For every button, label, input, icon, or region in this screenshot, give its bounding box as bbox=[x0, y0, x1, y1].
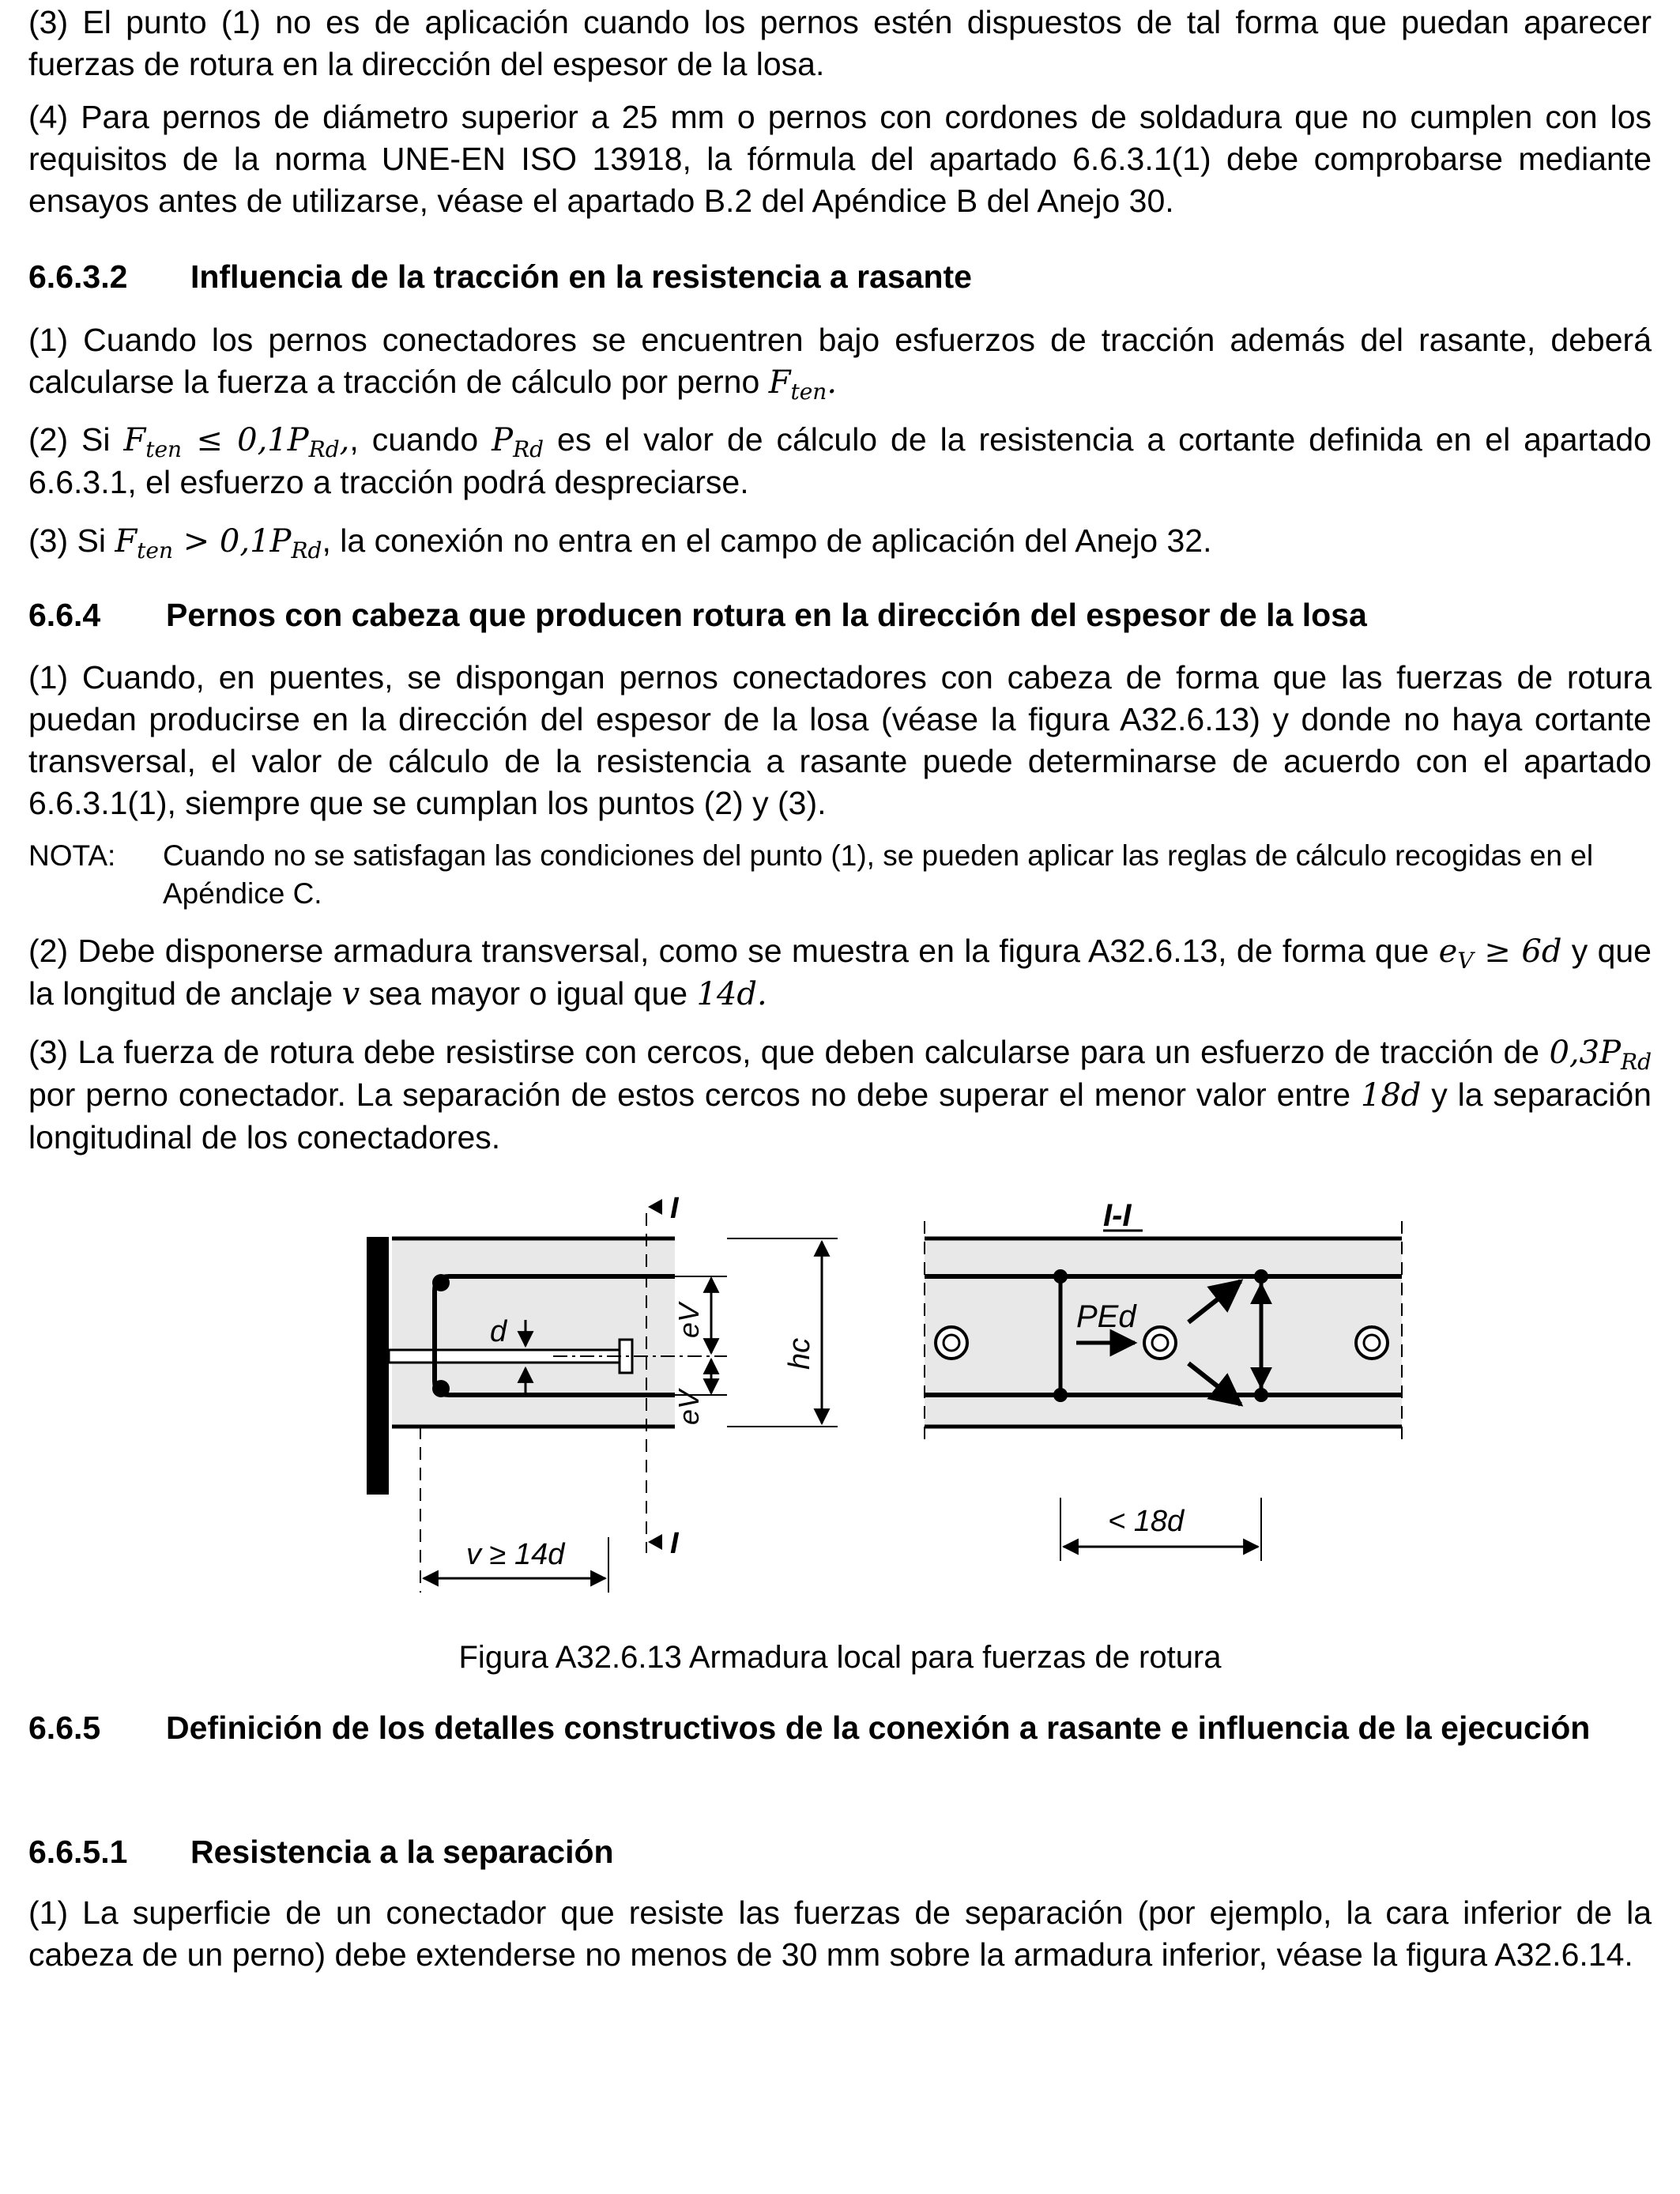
heading-6-6-5 bbox=[28, 1707, 1652, 1749]
math-v: v bbox=[341, 976, 360, 1012]
math-period: . bbox=[827, 364, 838, 401]
paragraph-headed-studs-2 bbox=[28, 930, 1652, 1016]
math-comma: , bbox=[339, 422, 350, 458]
section-number: 6.6.5 bbox=[28, 1710, 101, 1746]
section-view bbox=[925, 1198, 1402, 1561]
math-14: 14 bbox=[696, 976, 737, 1012]
label-section-bottom: I bbox=[670, 1527, 679, 1560]
paragraph-3-scope: (3) El punto (1) no es de aplicación cuando los pernos estén dispuestos de tal forma que puedan aparecer fuerzas de rotura en la dirección del espesor de la losa. bbox=[28, 4, 1652, 82]
math-e: e bbox=[1438, 933, 1458, 970]
paragraph-headed-studs-3 bbox=[28, 1031, 1652, 1159]
document-page bbox=[28, 0, 1652, 2194]
figure-local-reinforcement bbox=[316, 1189, 1422, 1616]
steel-flange bbox=[367, 1237, 389, 1495]
math-F: F bbox=[768, 364, 791, 401]
note-block bbox=[28, 837, 1652, 913]
section-arrow-bottom bbox=[648, 1534, 662, 1550]
math-sub-V: V bbox=[1457, 948, 1474, 974]
section-arrow-top bbox=[648, 1199, 662, 1215]
math-F: F bbox=[123, 422, 146, 458]
elevation-view bbox=[367, 1192, 838, 1593]
math-d: d bbox=[736, 976, 757, 1012]
label-ev-top: eV bbox=[672, 1302, 705, 1338]
figure-caption: Figura A32.6.13 Armadura local para fuerzas de rotura bbox=[458, 1640, 1222, 1675]
math-gt: > 0,1 bbox=[172, 523, 270, 560]
math-P: P bbox=[287, 422, 309, 458]
paragraph-tension-1 bbox=[28, 319, 1652, 404]
note-text: Cuando no se satisfagan las condiciones del punto (1), se pueden aplicar las reglas de cálculo recogidas en el Apéndice C. bbox=[163, 839, 1594, 910]
math-P: P bbox=[269, 523, 292, 560]
section-title: Influencia de la tracción en la resistencia a rasante bbox=[190, 258, 972, 295]
text-run: (3) La fuerza de rotura debe resistirse con cercos, que deben calcularse para un esfuerzo de tracción de bbox=[28, 1034, 1550, 1070]
section-title: Resistencia a la separación bbox=[190, 1834, 614, 1870]
paragraph-headed-studs-1: (1) Cuando, en puentes, se dispongan pernos conectadores con cabeza de forma que las fuerzas de rotura puedan producirse en la dirección del espesor de la losa (véase la figura A32.6.13) y donde no haya cortante transversal, el valor de cálculo de la resistencia a rasante puede determinarse de acuerdo con el apartado 6.6.3.1(1), siempre que se cumplan los puntos (2) y (3). bbox=[28, 659, 1652, 821]
heading-6-6-3-2 bbox=[28, 256, 1652, 298]
label-d: d bbox=[490, 1315, 507, 1348]
math-F: F bbox=[115, 523, 137, 560]
math-le: ≤ 0,1 bbox=[182, 422, 288, 458]
section-number: 6.6.5.1 bbox=[28, 1834, 128, 1870]
label-section-top: I bbox=[670, 1192, 679, 1225]
note-label: NOTA: bbox=[28, 839, 116, 872]
text-run: y que la longitud de anclaje bbox=[28, 933, 1652, 1012]
bar-top bbox=[432, 1274, 450, 1291]
math-0-3: 0,3 bbox=[1549, 1035, 1600, 1071]
paragraph-tension-3 bbox=[28, 520, 1652, 563]
section-title: Definición de los detalles constructivos de la conexión a rasante e influencia de la ejecución bbox=[166, 1710, 1591, 1746]
text-run: (1) Cuando los pernos conectadores se encuentren bajo esfuerzos de tracción además del rasante, deberá calcularse la fuerza a tracción de cálculo por perno bbox=[28, 322, 1652, 400]
stud-center bbox=[1144, 1327, 1176, 1359]
math-P: P bbox=[1599, 1035, 1621, 1071]
math-sub-ten: ten bbox=[790, 379, 827, 405]
math-sub-Rd: Rd bbox=[308, 436, 340, 462]
stud-left bbox=[936, 1327, 967, 1359]
paragraph-tension-2 bbox=[28, 419, 1652, 503]
math-sub-ten: ten bbox=[145, 436, 183, 462]
heading-6-6-4 bbox=[28, 594, 1652, 636]
math-d: d bbox=[1400, 1077, 1422, 1114]
math-sub-ten: ten bbox=[137, 537, 173, 564]
stud-right bbox=[1356, 1327, 1388, 1359]
label-18d: < 18d bbox=[1108, 1505, 1185, 1538]
math-d: d bbox=[1541, 933, 1562, 970]
bar-bottom bbox=[432, 1380, 450, 1397]
section-number: 6.6.3.2 bbox=[28, 258, 128, 295]
label-PEd: PEd bbox=[1076, 1299, 1136, 1334]
text-run: por perno conectador. La separación de estos cercos no debe superar el menor valor entre bbox=[28, 1076, 1361, 1113]
text-run: sea mayor o igual que bbox=[360, 975, 697, 1012]
paragraph-4-large-studs: (4) Para pernos de diámetro superior a 25 mm o pernos con cordones de soldadura que no cumplen con los requisitos de la norma UNE-EN ISO 13918, la fórmula del apartado 6.6.3.1(1) debe comprobarse mediante ensayos antes de utilizarse, véase el apartado B.2 del Apéndice B del Anejo 30. bbox=[28, 99, 1652, 219]
math-18: 18 bbox=[1360, 1077, 1401, 1114]
text-run: , la conexión no entra en el campo de aplicación del Anejo 32. bbox=[322, 522, 1212, 559]
math-ge: ≥ 6 bbox=[1473, 933, 1542, 970]
heading-6-6-5-1 bbox=[28, 1831, 1652, 1873]
text-run: (2) Debe disponerse armadura transversal, como se muestra en la figura A32.6.13, de forma que bbox=[28, 933, 1439, 969]
section-number: 6.6.4 bbox=[28, 597, 101, 633]
label-ev-bottom: eV bbox=[672, 1389, 705, 1425]
label-section-title: I-I bbox=[1103, 1198, 1132, 1233]
section-title: Pernos con cabeza que producen rotura en la dirección del espesor de la losa bbox=[166, 597, 1367, 633]
label-v-14d: v ≥ 14d bbox=[466, 1538, 565, 1571]
text-run: es el valor de cálculo de la resistencia a cortante definida en el apartado 6.6.3.1, el esfuerzo a tracción podrá despreciarse. bbox=[28, 421, 1652, 500]
text-run: (3) Si bbox=[28, 522, 115, 559]
text-run: (2) Si bbox=[28, 421, 124, 458]
label-hc: hc bbox=[783, 1337, 816, 1370]
math-sub-Rd: Rd bbox=[291, 537, 322, 564]
paragraph-separation-1: (1) La superficie de un conectador que resiste las fuerzas de separación (por ejemplo, la cara inferior de la cabeza de un perno) debe extenderse no menos de 30 mm sobre la armadura inferior, véase la figura A32.6.14. bbox=[28, 1894, 1652, 1973]
text-run: y la separación longitudinal de los conectadores. bbox=[28, 1076, 1652, 1155]
math-period: . bbox=[756, 976, 767, 1012]
math-P: P bbox=[492, 422, 514, 458]
math-sub-Rd: Rd bbox=[1620, 1049, 1652, 1075]
text-run: , cuando bbox=[349, 421, 492, 458]
math-sub-Rd: Rd bbox=[513, 436, 544, 462]
